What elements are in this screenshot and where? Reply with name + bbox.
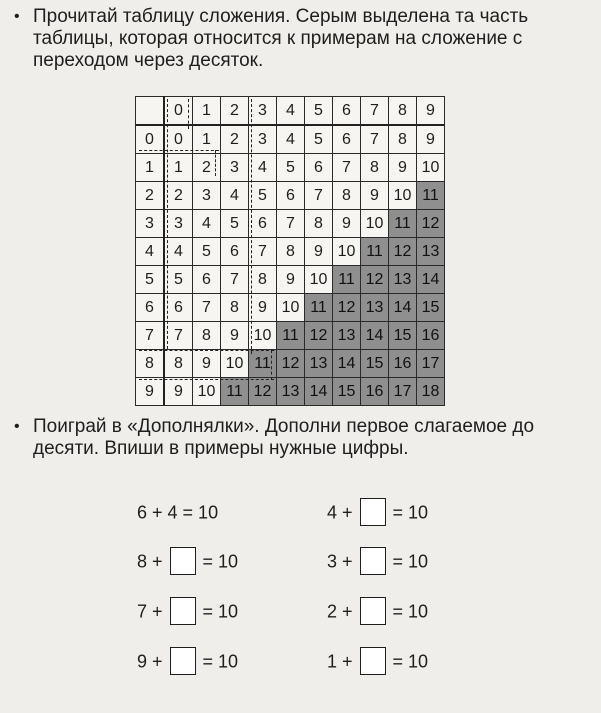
table-cell: 13: [389, 266, 417, 294]
row-header: 3: [136, 210, 165, 238]
table-cell: 9: [193, 350, 221, 378]
answer-box[interactable]: [170, 547, 196, 575]
column-header: 1: [193, 97, 221, 126]
table-cell: 6: [193, 266, 221, 294]
table-cell: 9: [277, 266, 305, 294]
table-cell: 9: [249, 294, 277, 322]
dashed-line: [188, 99, 189, 129]
table-cell: 11: [333, 266, 361, 294]
example: [137, 496, 218, 526]
example-result: = 10: [197, 551, 239, 572]
example: [327, 496, 428, 526]
answer-box[interactable]: [360, 547, 386, 575]
table-cell: 14: [417, 266, 445, 294]
table-cell: 1: [193, 125, 221, 154]
table-cell: 11: [221, 378, 249, 406]
table-cell: 11: [389, 210, 417, 238]
table-cell: 8: [333, 182, 361, 210]
column-header: 7: [361, 97, 389, 126]
table-cell: 13: [417, 238, 445, 266]
row-header: 5: [136, 266, 165, 294]
table-cell: 11: [277, 322, 305, 350]
table-cell: 11: [305, 294, 333, 322]
table-cell: 11: [361, 238, 389, 266]
example-result: = 10: [197, 601, 239, 622]
answer-box[interactable]: [360, 647, 386, 675]
table-cell: 10: [221, 350, 249, 378]
example-addend: 8 +: [137, 551, 168, 572]
column-header: 6: [333, 97, 361, 126]
table-cell: 5: [249, 182, 277, 210]
table-cell: 2: [221, 125, 249, 154]
example-result: = 10: [387, 601, 429, 622]
table-cell: 15: [417, 294, 445, 322]
table-cell: 6: [277, 182, 305, 210]
example: [327, 545, 428, 575]
table-cell: 5: [193, 238, 221, 266]
dashed-line: [271, 350, 272, 380]
answer-box[interactable]: [360, 498, 386, 526]
table-cell: 6: [305, 154, 333, 182]
table-cell: 7: [305, 182, 333, 210]
table-cell: 16: [389, 350, 417, 378]
table-cell: 12: [389, 238, 417, 266]
table-cell: 10: [249, 322, 277, 350]
table-cell: 8: [249, 266, 277, 294]
table-cell: 7: [249, 238, 277, 266]
table-cell: 9: [389, 154, 417, 182]
table-cell: 7: [277, 210, 305, 238]
game-text: Поиграй в «Дополнялки». Дополни первое слагаемое до десяти. Впиши в примеры нужные цифры.: [33, 416, 535, 459]
answer-box[interactable]: [360, 597, 386, 625]
table-cell: 7: [164, 322, 193, 350]
table-cell: 9: [164, 378, 193, 406]
table-cell: 8: [164, 350, 193, 378]
table-cell: 5: [221, 210, 249, 238]
table-cell: 15: [333, 378, 361, 406]
table-cell: 9: [305, 238, 333, 266]
table-cell: 8: [389, 125, 417, 154]
table-cell: 12: [333, 294, 361, 322]
example-addend: 6 +: [137, 502, 168, 523]
example-addend: 7 +: [137, 601, 168, 622]
table-cell: 14: [305, 378, 333, 406]
game-paragraph: [14, 416, 589, 460]
table-cell: 12: [305, 322, 333, 350]
table-cell: 7: [221, 266, 249, 294]
example: [137, 545, 238, 575]
row-header: 2: [136, 182, 165, 210]
table-cell: 9: [361, 182, 389, 210]
example-addend: 4: [167, 502, 183, 523]
table-cell: 5: [277, 154, 305, 182]
table-cell: 13: [305, 350, 333, 378]
table-cell: 8: [221, 294, 249, 322]
row-header: 6: [136, 294, 165, 322]
table-cell: 4: [164, 238, 193, 266]
row-header: 0: [136, 125, 165, 154]
table-cell: 7: [361, 125, 389, 154]
table-cell: 7: [193, 294, 221, 322]
row-header: 7: [136, 322, 165, 350]
example-result: = 10: [182, 502, 219, 523]
table-cell: 8: [305, 210, 333, 238]
row-header: 9: [136, 378, 165, 406]
table-cell: 3: [249, 125, 277, 154]
table-cell: 8: [193, 322, 221, 350]
table-cell: 12: [277, 350, 305, 378]
table-cell: 8: [361, 154, 389, 182]
table-cell: 10: [333, 238, 361, 266]
example: [137, 645, 238, 675]
example-result: = 10: [197, 651, 239, 672]
table-cell: 4: [249, 154, 277, 182]
table-cell: 3: [164, 210, 193, 238]
table-cell: 12: [361, 266, 389, 294]
column-header: 2: [221, 97, 249, 126]
column-header: 4: [277, 97, 305, 126]
table-cell: 4: [193, 210, 221, 238]
table-cell: 13: [361, 294, 389, 322]
table-cell: 6: [221, 238, 249, 266]
example-result: = 10: [387, 551, 429, 572]
table-cell: 10: [361, 210, 389, 238]
table-cell: 4: [221, 182, 249, 210]
example-result: = 10: [387, 651, 429, 672]
table-cell: 11: [417, 182, 445, 210]
example-result: = 10: [387, 502, 429, 523]
table-cell: 4: [277, 125, 305, 154]
row-header: 4: [136, 238, 165, 266]
table-cell: 3: [193, 182, 221, 210]
table-cell: 6: [249, 210, 277, 238]
table-cell: 10: [193, 378, 221, 406]
table-cell: 0: [164, 125, 193, 154]
table-cell: 12: [417, 210, 445, 238]
column-header: 9: [417, 97, 445, 126]
table-cell: 7: [333, 154, 361, 182]
example: [327, 595, 428, 625]
table-cell: 5: [305, 125, 333, 154]
table-cell: 14: [333, 350, 361, 378]
example-addend: 9 +: [137, 651, 168, 672]
example-addend: 3 +: [327, 551, 358, 572]
table-cell: 14: [389, 294, 417, 322]
table-cell: 13: [277, 378, 305, 406]
table-cell: 11: [249, 350, 277, 378]
example-addend: 4 +: [327, 502, 358, 523]
dashed-line: [215, 150, 216, 176]
intro-paragraph: [14, 6, 589, 72]
table-cell: 17: [389, 378, 417, 406]
table-cell: 10: [305, 266, 333, 294]
table-cell: 18: [417, 378, 445, 406]
table-cell: 3: [221, 154, 249, 182]
dashed-line: [139, 150, 219, 151]
example-addend: 2 +: [327, 601, 358, 622]
row-header: 1: [136, 154, 165, 182]
table-cell: 13: [333, 322, 361, 350]
addition-table: [135, 96, 445, 406]
row-header: 8: [136, 350, 165, 378]
answer-box[interactable]: [170, 597, 196, 625]
answer-box[interactable]: [170, 647, 196, 675]
table-cell: 10: [277, 294, 305, 322]
example: [137, 595, 238, 625]
example-addend: 1 +: [327, 651, 358, 672]
table-cell: 17: [417, 350, 445, 378]
table-cell: 2: [164, 182, 193, 210]
column-header: 0: [164, 97, 193, 126]
table-cell: 9: [333, 210, 361, 238]
table-cell: 1: [164, 154, 193, 182]
dashed-line: [167, 99, 168, 349]
table-cell: 8: [277, 238, 305, 266]
dashed-line: [251, 99, 252, 354]
dashed-line: [139, 379, 274, 380]
dashed-line: [139, 350, 274, 351]
table-cell: 9: [417, 125, 445, 154]
table-cell: 12: [249, 378, 277, 406]
bullet-icon: •: [14, 8, 20, 25]
table-cell: 2: [193, 154, 221, 182]
intro-text: Прочитай таблицу сложения. Серым выделена та часть таблицы, которая относится к примерам на сложение с переходом через десяток.: [33, 6, 529, 71]
table-cell: 15: [389, 322, 417, 350]
table-cell: 5: [164, 266, 193, 294]
column-header: 5: [305, 97, 333, 126]
column-header: 3: [249, 97, 277, 126]
table-cell: 6: [333, 125, 361, 154]
table-cell: 6: [164, 294, 193, 322]
example: [327, 645, 428, 675]
table-cell: 14: [361, 322, 389, 350]
table-cell: 10: [389, 182, 417, 210]
table-corner: [136, 97, 165, 126]
column-header: 8: [389, 97, 417, 126]
table-cell: 15: [361, 350, 389, 378]
table-cell: 9: [221, 322, 249, 350]
bullet-icon: •: [14, 418, 20, 435]
table-cell: 10: [417, 154, 445, 182]
table-cell: 16: [417, 322, 445, 350]
table-cell: 16: [361, 378, 389, 406]
